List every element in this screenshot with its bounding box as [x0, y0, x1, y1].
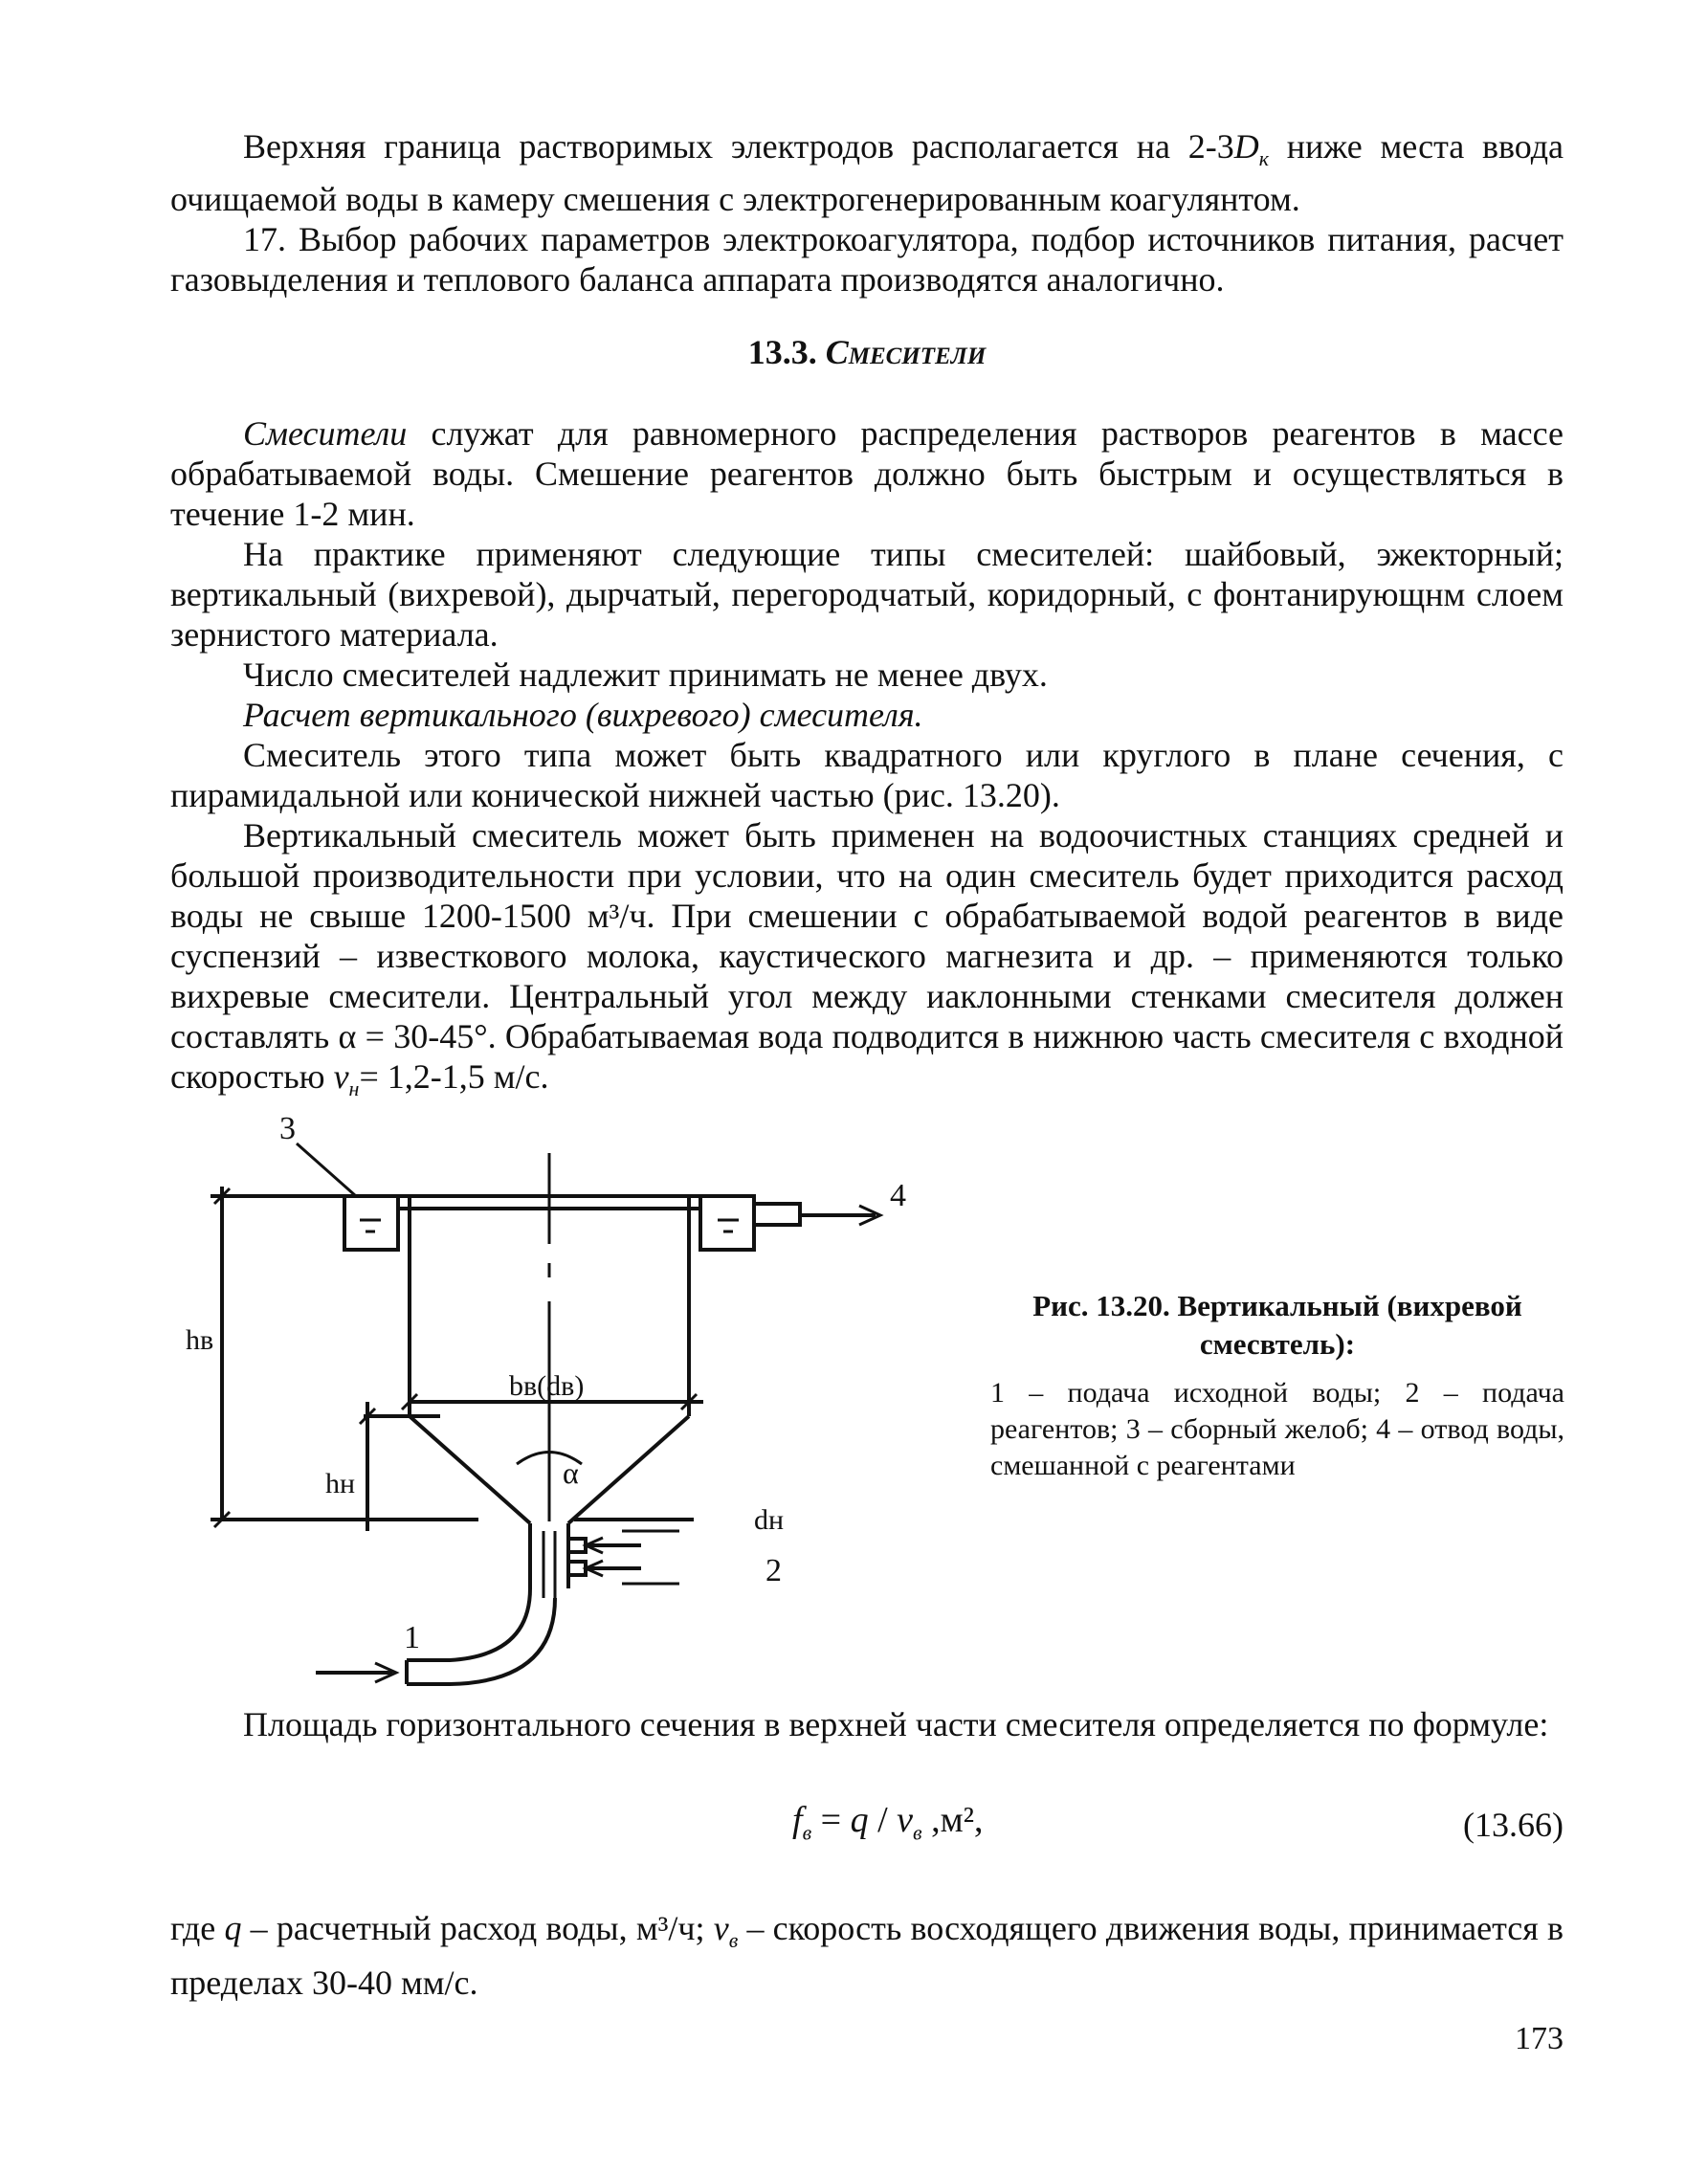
formula-intro-block [170, 1703, 1564, 1745]
section-heading: 13.3. Смесители [747, 333, 987, 371]
label-2: 2 [765, 1553, 782, 1588]
top-text-block [170, 126, 1564, 300]
label-4: 4 [890, 1178, 906, 1213]
inlet-pipe-curve-inner [407, 1598, 555, 1684]
caption-title: Рис. 13.20. Вертикальный (вихревой смесвтель): [1032, 1289, 1522, 1361]
caption-body: 1 – подача исходной воды; 2 – подача реагентов; 3 – сборный желоб; 4 – отвод воды, смешанной с реагентами [990, 1377, 1564, 1481]
leader-3 [297, 1143, 356, 1196]
label-3: 3 [279, 1111, 296, 1146]
label-1: 1 [404, 1620, 420, 1655]
outlet-pipe [754, 1204, 800, 1225]
paragraph-electrodes: Верхняя граница растворимых электродов располагается на $2-3D_к$ ниже места ввода очищаемой воды в камеру смешения с электрогенерированным коагулянтом. [170, 127, 1564, 219]
paragraph-mixer-types: На практике применяют следующие типы смесителей: шайбовый, эжекторный; вертикальный (вихревой), дырчатый, перегородчатый, коридорный, с фонтанирующнм слоем зернистого материала. [170, 535, 1564, 654]
main-text-block [170, 413, 1564, 1109]
paragraph-mixers-intro: Смесители служат для равномерного распределения растворов реагентов в массе обрабатываемой воды. Смешение реагентов должно быть быстрым и осуществляться в течение 1-2 мин. [170, 414, 1564, 533]
label-alpha: α [563, 1455, 579, 1490]
cone-left [410, 1416, 530, 1523]
label-dn: dн [754, 1504, 785, 1536]
mixer-diagram [163, 1110, 947, 1694]
inlet-pipe-curve-outer [407, 1588, 530, 1660]
equation-number: (13.66) [1463, 1806, 1564, 1844]
formula-13-66: $f_в = q / v_в$ ,м², [792, 1800, 984, 1845]
paragraph-calc-heading: Расчет вертикального (вихревого) смесителя. [243, 696, 923, 734]
label-bv: bв(dв) [509, 1370, 585, 1402]
trough-left [344, 1196, 398, 1250]
formula-row [170, 1799, 1564, 1856]
trough-right [700, 1196, 754, 1250]
paragraph-item-17: 17. Выбор рабочих параметров электрокоагулятора, подбор источников питания, расчет газовыделения и теплового баланса аппарата производятся аналогично. [170, 220, 1564, 300]
paragraph-formula-intro: Площадь горизонтального сечения в верхней части смесителя определяется по формуле: [243, 1705, 1549, 1743]
figure-caption [990, 1287, 1564, 1484]
cone-right [568, 1416, 689, 1523]
label-hv: hв [186, 1324, 214, 1356]
paragraph-mixer-count: Число смесителей надлежит принимать не менее двух. [243, 655, 1048, 694]
paragraph-where: где q – расчетный расход воды, м³/ч; $v_в$ – скорость восходящего движения воды, принимается в пределах 30-40 мм/с. [170, 1909, 1564, 2003]
paragraph-vertical-mixer: Вертикальный смеситель может быть применен на водоочистных станциях средней и большой производительности при условии, что на один смеситель будет приходится расход воды не свыше 1200-1500 м³/ч. При смешении с обрабатываемой водой реагентов в виде суспензий – известкового молока, каустического магнезита и др. – применяются только вихревые смесители. Центральный угол между иаклонными стенками смесителя должен составлять α = 30-45°. Обрабатываемая вода подводится в нижнюю часть смесителя с входной скоростью $v_н= 1,2-1,5$ м/с. [170, 816, 1564, 1101]
paragraph-mixer-shape: Смеситель этого типа может быть квадратного или круглого в плане сечения, с пирамидальной или конической нижней частью (рис. 13.20). [170, 736, 1564, 814]
page-number: 173 [1515, 2021, 1564, 2056]
label-hn: hн [325, 1468, 356, 1499]
